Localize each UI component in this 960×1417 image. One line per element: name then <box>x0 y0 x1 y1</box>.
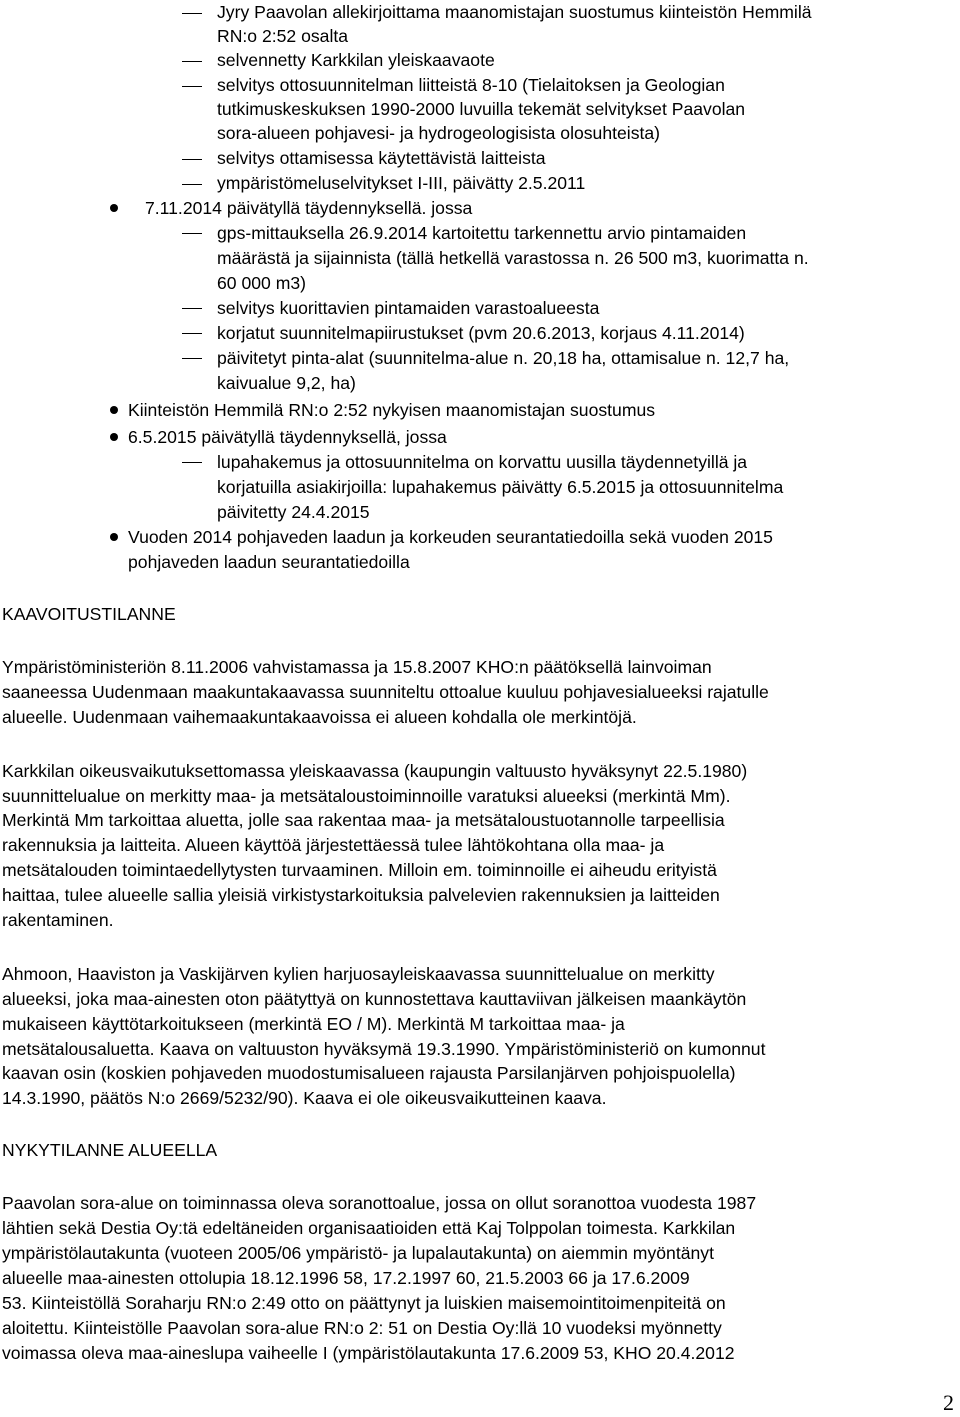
list-item: selvitys kuorittavien pintamaiden varastoalueesta <box>217 298 600 318</box>
paragraph-line: alueeksi, joka maa-ainesten oton päätyttyä on kunnostettava kauttaviivan jälkeisen maankäytön <box>2 989 747 1009</box>
list-item-cont: kaivualue 9,2, ha) <box>217 373 356 393</box>
list-item-cont: tutkimuskeskuksen 1990-2000 luvuilla tekemät selvitykset Paavolan <box>217 99 746 119</box>
bullet-marker <box>110 204 118 212</box>
list-item-cont: pohjaveden laadun seurantatiedoilla <box>128 552 410 572</box>
paragraph-line: ympäristölautakunta (vuoteen 2005/06 ympäristö- ja lupalautakunta) on aiemmin myöntänyt <box>2 1243 714 1263</box>
paragraph-line: haittaa, tulee alueelle sallia yleisiä virkistystarkoituksia palvelevien rakennuksien ja laitteiden <box>2 885 720 905</box>
list-item-cont: sora-alueen pohjavesi- ja hydrogeologisista olosuhteista) <box>217 123 661 143</box>
list-item-cont: määrästä ja sijainnista (tällä hetkellä varastossa n. 26 500 m3, kuorimatta n. <box>217 248 809 268</box>
list-item: selvitys ottamisessa käytettävistä laitteista <box>217 148 546 168</box>
list-item: 7.11.2014 päivätyllä täydennyksellä. jossa <box>145 198 473 218</box>
dash-marker <box>182 358 202 359</box>
paragraph-line: metsätalouden toimintaedellytysten turvaaminen. Milloin em. toiminnoille ei aiheudu erityistä <box>2 860 717 880</box>
paragraph-line: metsätalousaluetta. Kaava on valtuuston hyväksymä 19.3.1990. Ympäristöministeriö on kumonnut <box>2 1039 766 1059</box>
list-item: Vuoden 2014 pohjaveden laadun ja korkeuden seurantatiedoilla sekä vuoden 2015 <box>128 527 773 547</box>
section-heading: NYKYTILANNE ALUEELLA <box>2 1140 218 1160</box>
paragraph-line: voimassa oleva maa-aineslupa vaiheelle I (ympäristölautakunta 17.6.2009 53, KHO 20.4.2012 <box>2 1343 735 1363</box>
paragraph-line: mukaiseen käyttötarkoitukseen (merkintä EO / M). Merkintä M tarkoittaa maa- ja <box>2 1014 625 1034</box>
paragraph-line: Karkkilan oikeusvaikutuksettomassa yleiskaavassa (kaupungin valtuusto hyväksynyt 22.5.1980) <box>2 761 748 781</box>
paragraph-line: 53. Kiinteistöllä Soraharju RN:o 2:49 otto on päättynyt ja luiskien maisemointitoimenpiteitä on <box>2 1293 726 1313</box>
list-item: ympäristömeluselvitykset I-III, päivätty 2.5.2011 <box>217 173 586 193</box>
paragraph-line: kaavan osin (koskien pohjaveden muodostumisalueen rajausta Parsilanjärven pohjoispuolella) <box>2 1063 736 1083</box>
list-item-cont: RN:o 2:52 osalta <box>217 26 349 46</box>
list-item: Kiinteistön Hemmilä RN:o 2:52 nykyisen maanomistajan suostumus <box>128 400 656 420</box>
bullet-marker <box>110 406 118 414</box>
dash-marker <box>182 86 202 87</box>
dash-marker <box>182 333 202 334</box>
dash-marker <box>182 13 202 14</box>
paragraph-line: suunnittelualue on merkitty maa- ja metsätaloustoiminnoille varatuksi alueeksi (merkintä Mm). <box>2 786 731 806</box>
paragraph-line: Paavolan sora-alue on toiminnassa oleva soranottoalue, jossa on ollut soranottoa vuodesta 1987 <box>2 1193 757 1213</box>
dash-marker <box>182 184 202 185</box>
paragraph-line: rakennuksia ja laitteita. Alueen käyttöä järjestettäessä tulee lähtökohtana olla maa- ja <box>2 835 665 855</box>
dash-marker <box>182 308 202 309</box>
list-item-cont: päivitetty 24.4.2015 <box>217 502 370 522</box>
dash-marker <box>182 233 202 234</box>
list-item: selvennetty Karkkilan yleiskaavaote <box>217 50 495 70</box>
page-number: 2 <box>943 1390 954 1415</box>
paragraph-line: Merkintä Mm tarkoittaa aluetta, jolle saa rakentaa maa- ja metsätaloustuotannolle tarpeellisia <box>2 810 725 830</box>
paragraph-line: aloitettu. Kiinteistölle Paavolan sora-alue RN:o 2: 51 on Destia Oy:llä 10 vuodeksi myönnetty <box>2 1318 722 1338</box>
paragraph-line: Ympäristöministeriön 8.11.2006 vahvistamassa ja 15.8.2007 KHO:n päätöksellä lainvoiman <box>2 657 712 677</box>
list-item: selvitys ottosuunnitelman liitteistä 8-10 (Tielaitoksen ja Geologian <box>217 75 725 95</box>
list-item: 6.5.2015 päivätyllä täydennyksellä, jossa <box>128 427 447 447</box>
dash-marker <box>182 61 202 62</box>
list-item: lupahakemus ja ottosuunnitelma on korvattu uusilla täydennetyillä ja <box>217 452 748 472</box>
paragraph-line: Ahmoon, Haaviston ja Vaskijärven kylien harjuosayleiskaavassa suunnittelualue on merkitty <box>2 964 715 984</box>
bullet-marker <box>110 433 118 441</box>
paragraph-line: 14.3.1990, päätös N:o 2669/5232/90). Kaava ei ole oikeusvaikutteinen kaava. <box>2 1088 607 1108</box>
list-item: Jyry Paavolan allekirjoittama maanomistajan suostumus kiinteistön Hemmilä <box>217 2 812 22</box>
list-item: korjatut suunnitelmapiirustukset (pvm 20.6.2013, korjaus 4.11.2014) <box>217 323 745 343</box>
paragraph-line: rakentaminen. <box>2 910 114 930</box>
list-item: gps-mittauksella 26.9.2014 kartoitettu tarkennettu arvio pintamaiden <box>217 223 747 243</box>
dash-marker <box>182 159 202 160</box>
paragraph-line: lähtien sekä Destia Oy:tä edeltäneiden organisaatioiden että Kaj Tolppolan toimesta. Karkkilan <box>2 1218 736 1238</box>
paragraph-line: alueelle maa-ainesten ottolupia 18.12.1996 58, 17.2.1997 60, 21.5.2003 66 ja 17.6.2009 <box>2 1268 690 1288</box>
paragraph-line: alueelle. Uudenmaan vaihemaakuntakaavoissa ei alueen kohdalla ole merkintöjä. <box>2 707 637 727</box>
section-heading: KAAVOITUSTILANNE <box>2 604 176 624</box>
list-item-cont: korjatuilla asiakirjoilla: lupahakemus päivätty 6.5.2015 ja ottosuunnitelma <box>217 477 784 497</box>
dash-marker <box>182 462 202 463</box>
list-item: päivitetyt pinta-alat (suunnitelma-alue n. 20,18 ha, ottamisalue n. 12,7 ha, <box>217 348 790 368</box>
list-item-cont: 60 000 m3) <box>217 273 306 293</box>
paragraph-line: saaneessa Uudenmaan maakuntakaavassa suunniteltu ottoalue kuuluu pohjavesialueeksi rajatulle <box>2 682 769 702</box>
bullet-marker <box>110 533 118 541</box>
